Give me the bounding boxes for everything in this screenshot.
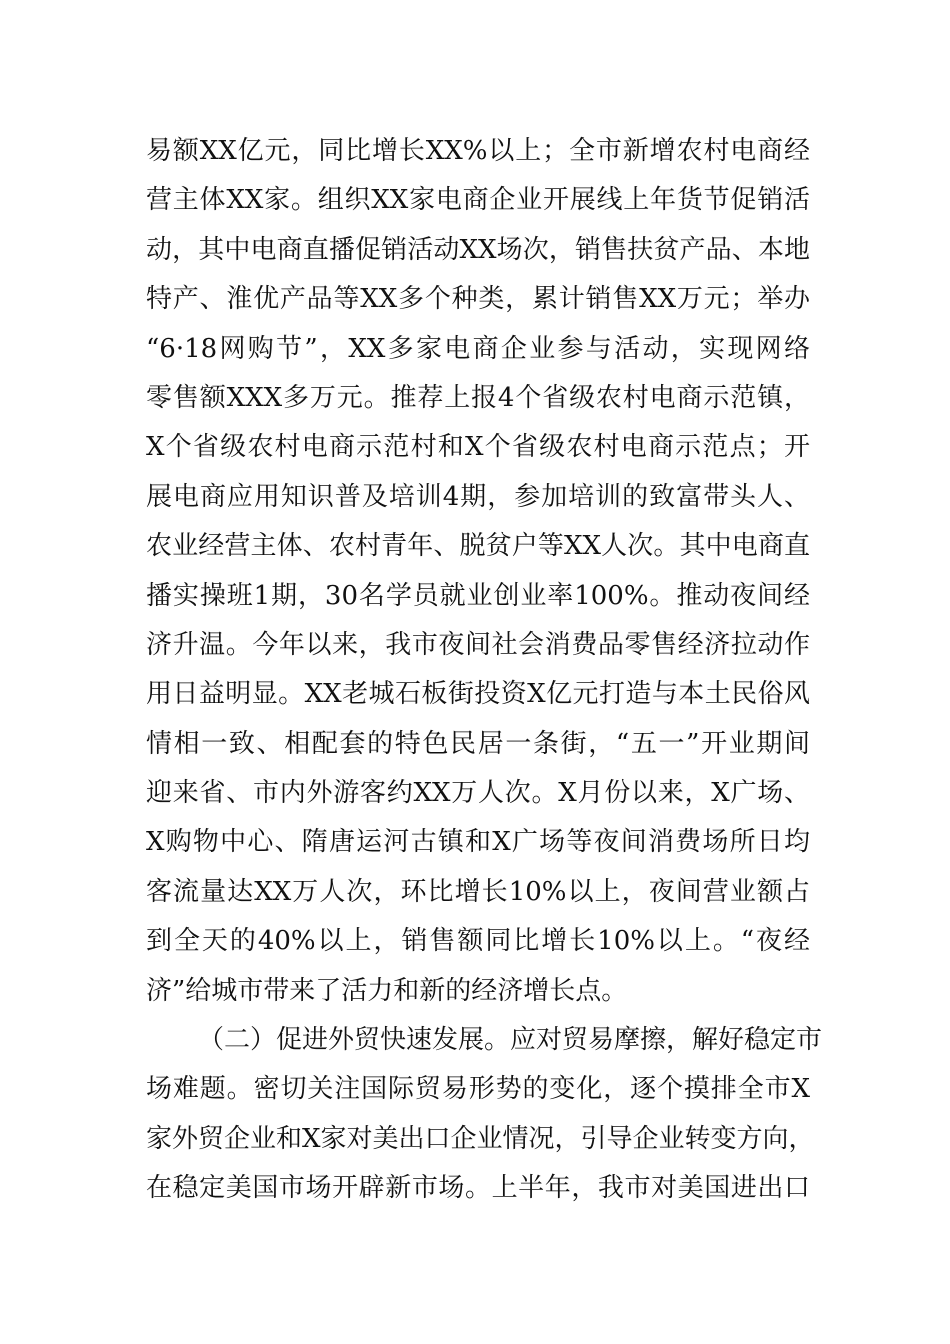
paragraph-line: 济升温。今年以来，我市夜间社会消费品零售经济拉动作: [146, 629, 810, 660]
paragraph-line: 济”给城市带来了活力和新的经济增长点。: [146, 975, 628, 1006]
paragraph-2: [146, 1016, 823, 1214]
paragraph-line: 客流量达XX万人次，环比增长10%以上，夜间营业额占: [146, 876, 810, 907]
paragraph-line: （二）促进外贸快速发展。应对贸易摩擦，解好稳定市: [198, 1025, 823, 1056]
paragraph-line: 动，其中电商直播促销活动XX场次，销售扶贫产品、本地: [146, 234, 810, 265]
paragraph-line: 情相一致、相配套的特色民居一条街，“五一”开业期间: [146, 728, 810, 759]
paragraph-line: 迎来省、市内外游客约XX万人次。X月份以来，X广场、: [146, 778, 810, 809]
paragraph-1: [146, 127, 810, 1016]
paragraph-line: 展电商应用知识普及培训4期，参加培训的致富带头人、: [146, 481, 810, 512]
paragraph-line: 农业经营主体、农村青年、脱贫户等XX人次。其中电商直: [146, 531, 810, 562]
paragraph-line: 场难题。密切关注国际贸易形势的变化，逐个摸排全市X: [146, 1074, 810, 1105]
paragraph-line: 特产、淮优产品等XX多个种类，累计销售XX万元；举办: [146, 284, 810, 315]
paragraph-line: 易额XX亿元，同比增长XX%以上；全市新增农村电商经: [146, 136, 810, 166]
paragraph-line: 播实操班1期，30名学员就业创业率100%。推动夜间经: [146, 580, 810, 611]
paragraph-line: 家外贸企业和X家对美出口企业情况，引导企业转变方向，: [146, 1123, 815, 1154]
paragraph-line: 营主体XX家。组织XX家电商企业开展线上年货节促销活: [146, 185, 810, 216]
paragraph-line: 零售额XXX多万元。推荐上报4个省级农村电商示范镇，: [146, 382, 810, 413]
paragraph-line: 用日益明显。XX老城石板街投资X亿元打造与本土民俗风: [146, 679, 810, 710]
document-body: [146, 127, 823, 1214]
paragraph-line: X购物中心、隋唐运河古镇和X广场等夜间消费场所日均: [146, 827, 810, 858]
paragraph-line: 在稳定美国市场开辟新市场。上半年，我市对美国进出口: [146, 1173, 810, 1204]
paragraph-line: X个省级农村电商示范村和X个省级农村电商示范点；开: [146, 432, 810, 463]
paragraph-line: “6·18网购节”，XX多家电商企业参与活动，实现网络: [146, 333, 810, 364]
paragraph-line: 到全天的40%以上，销售额同比增长10%以上。“夜经: [146, 926, 810, 957]
